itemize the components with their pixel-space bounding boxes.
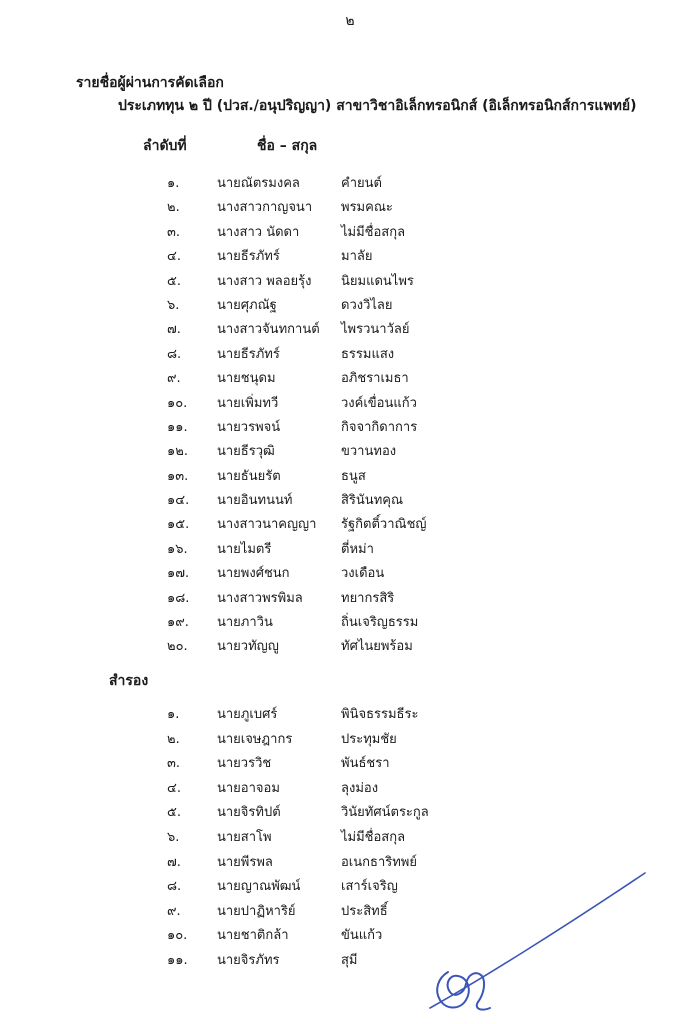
item-first-name: นายอาจอม [217, 780, 280, 796]
item-number: ๒. [167, 731, 180, 747]
item-first-name: นายธีรวุฒิ [217, 444, 275, 460]
item-number: ๘. [167, 346, 182, 362]
item-last-name: ขวานทอง [341, 444, 397, 460]
item-last-name: พรมคณะ [341, 200, 393, 216]
item-first-name: นายชาติกล้า [217, 928, 289, 944]
item-number: ๗. [167, 322, 181, 338]
list-item [0, 196, 700, 220]
list-item [0, 318, 700, 342]
main-candidate-list [0, 172, 700, 660]
item-last-name: วงค์เขื่อนแก้ว [341, 395, 417, 411]
list-item [0, 703, 700, 728]
list-item [0, 245, 700, 269]
item-last-name: ธรรมแสง [341, 346, 395, 362]
item-last-name: อเนกธาริทพย์ [341, 854, 417, 870]
item-last-name: นิยมแดนไพร [341, 273, 414, 289]
item-number: ๕. [167, 805, 181, 821]
item-last-name: อภิชราเมธา [341, 371, 409, 387]
item-last-name: ไม่มีชื่อสกุล [341, 224, 406, 240]
item-number: ๓. [167, 224, 181, 240]
item-number: ๒. [167, 200, 180, 216]
page-number: ๒ [345, 13, 355, 29]
item-last-name: ประทุมชัย [341, 731, 397, 747]
item-number: ๑. [167, 176, 180, 191]
item-first-name: นายไมตรี [217, 541, 272, 557]
item-first-name: นายเพิ่มทวี [217, 395, 279, 411]
list-item [0, 465, 700, 489]
item-last-name: ดวงวิไลย [341, 297, 393, 313]
item-first-name: นายวรพจน์ [217, 419, 281, 435]
list-item [0, 416, 700, 440]
item-last-name: มาลัย [341, 249, 373, 265]
list-item [0, 728, 700, 753]
item-last-name: ถิ่นเจริญธรรม [341, 615, 419, 631]
item-first-name: นายธีรภัทร์ [217, 346, 280, 362]
list-item [0, 538, 700, 562]
item-number: ๑๑. [167, 952, 188, 968]
item-last-name: เสาร์เจริญ [341, 879, 398, 895]
item-number: ๔. [167, 249, 181, 265]
item-first-name: นายณัตรมงคล [217, 176, 300, 191]
item-first-name: นายพงศ์ชนก [217, 566, 290, 582]
list-item [0, 635, 700, 659]
item-last-name: วงเดือน [341, 566, 385, 582]
item-first-name: นายสาโพ [217, 829, 272, 845]
item-number: ๖. [167, 829, 180, 845]
column-header-name: ชื่อ – สกุล [257, 138, 318, 154]
item-number: ๒๐. [167, 639, 188, 655]
item-last-name: ทยากรสิริ [341, 590, 395, 606]
item-last-name: สุมี [341, 952, 358, 968]
item-number: ๑๘. [167, 590, 190, 606]
item-number: ๗. [167, 854, 181, 870]
item-first-name: นางสาว พลอยรุ้ง [217, 273, 312, 289]
document-subtitle: ประเภททุน ๒ ปี (ปวส./อนุปริญญา) สาขาวิชาอิเล็กทรอนิกส์ (อิเล็กทรอนิกส์การแพทย์) [118, 98, 637, 114]
item-number: ๔. [167, 780, 181, 796]
list-item [0, 440, 700, 464]
item-first-name: นางสาวพรพิมล [217, 590, 303, 606]
item-last-name: ธนูส [341, 468, 366, 484]
item-last-name: ประสิทธิ์ [341, 903, 388, 919]
item-first-name: นายภาวิน [217, 615, 273, 631]
list-item [0, 562, 700, 586]
document-title: รายชื่อผู้ผ่านการคัดเลือก [76, 75, 224, 91]
item-number: ๑๔. [167, 493, 190, 509]
item-first-name: นายวรวิช [217, 756, 272, 772]
item-number: ๙. [167, 371, 181, 387]
list-item [0, 801, 700, 826]
item-number: ๑๗. [167, 566, 190, 582]
item-first-name: นายธีรภัทร์ [217, 249, 280, 265]
item-number: ๑๐. [167, 928, 188, 944]
item-last-name: พันธ์ชรา [341, 756, 390, 772]
item-first-name: นางสาวกาญจนา [217, 200, 313, 216]
item-first-name: นายจิรภัทร [217, 952, 280, 968]
list-item [0, 221, 700, 245]
item-number: ๑๒. [167, 444, 188, 460]
item-last-name: พินิจธรรมธีระ [341, 707, 419, 722]
list-item [0, 587, 700, 611]
list-item [0, 392, 700, 416]
item-number: ๙. [167, 903, 181, 919]
item-number: ๑๖. [167, 541, 188, 557]
item-last-name: ตี่หม่า [341, 541, 374, 557]
item-number: ๓. [167, 756, 181, 772]
item-first-name: นายปาฏิหาริย์ [217, 903, 296, 919]
item-last-name: ไพรวนาวัลย์ [341, 322, 410, 338]
signature-image [420, 860, 660, 1020]
item-number: ๖. [167, 297, 180, 313]
item-last-name: ขันแก้ว [341, 928, 383, 944]
list-item [0, 752, 700, 777]
column-header-order: ลำดับที่ [143, 138, 187, 154]
list-item [0, 489, 700, 513]
item-last-name: ลุงม่อง [341, 780, 379, 796]
item-first-name: นายพีรพล [217, 854, 273, 870]
list-item [0, 270, 700, 294]
item-last-name: กิจจากิดาการ [341, 419, 418, 435]
item-last-name: คำยนต์ [341, 176, 382, 191]
item-first-name: นางสาว นัดดา [217, 224, 300, 240]
item-number: ๑๑. [167, 419, 188, 435]
list-item [0, 611, 700, 635]
list-item [0, 367, 700, 391]
item-first-name: นายธันยรัต [217, 468, 281, 484]
item-first-name: นายจิรทิปต์ [217, 805, 281, 821]
list-item [0, 343, 700, 367]
item-first-name: นายภูเบศร์ [217, 707, 278, 722]
item-last-name: วินัยทัศน์ตระกูล [341, 805, 429, 821]
item-first-name: นายชนุดม [217, 371, 276, 387]
item-first-name: นายวทัญญู [217, 639, 279, 655]
item-number: ๑๕. [167, 517, 190, 533]
list-item [0, 826, 700, 851]
item-last-name: สิรินันทคุณ [341, 493, 404, 509]
item-number: ๑๙. [167, 615, 189, 631]
reserve-heading: สำรอง [109, 673, 149, 689]
item-last-name: รัฐกิตติ์วาณิชญ์ [341, 517, 427, 533]
item-number: ๑๐. [167, 395, 188, 411]
column-headers [0, 135, 700, 155]
list-item [0, 513, 700, 537]
item-first-name: นายเจษฎากร [217, 731, 293, 747]
item-first-name: นายญาณพัฒน์ [217, 879, 301, 895]
list-item [0, 777, 700, 802]
item-first-name: นายศุภณัฐ [217, 297, 277, 313]
item-first-name: นางสาวนาคญญา [217, 517, 317, 533]
item-number: ๑๓. [167, 468, 189, 484]
item-first-name: นางสาวจันทกานต์ [217, 322, 320, 338]
item-last-name: ทัศไนยพร้อม [341, 639, 413, 655]
list-item [0, 294, 700, 318]
item-last-name: ไม่มีชื่อสกุล [341, 829, 406, 845]
item-number: ๘. [167, 879, 182, 895]
list-item [0, 172, 700, 196]
item-first-name: นายอินทนนท์ [217, 493, 293, 509]
item-number: ๑. [167, 707, 180, 722]
item-number: ๕. [167, 273, 181, 289]
